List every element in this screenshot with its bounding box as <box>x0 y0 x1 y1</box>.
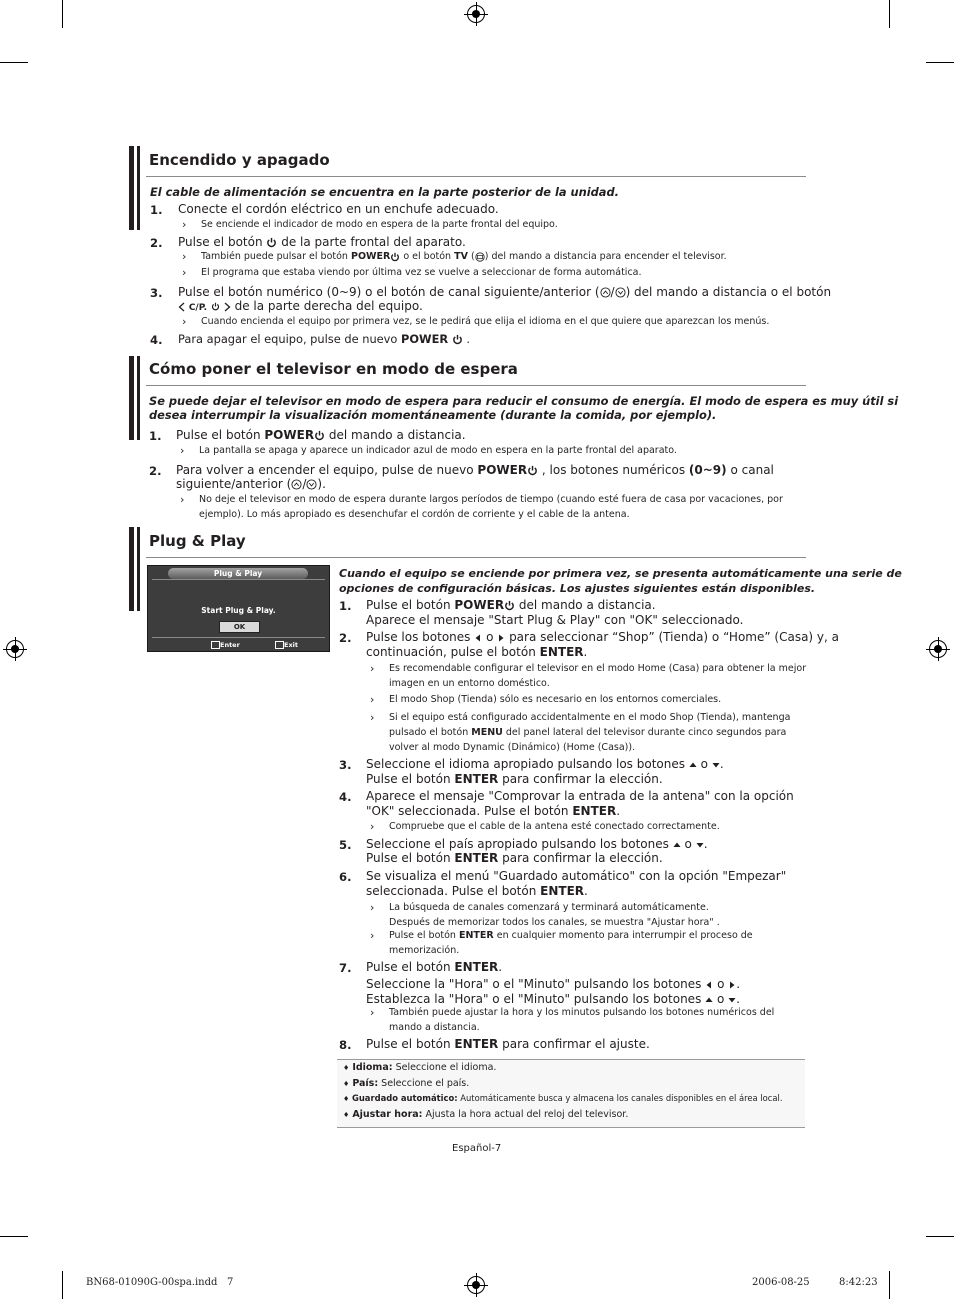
section-title-espera: Cómo poner el televisor en modo de espera <box>149 360 518 378</box>
step-text: Se visualiza el menú "Guardado automático" con la opción "Empezar" <box>366 869 787 883</box>
step-text-line: Establezca la "Hora" o el "Minuto" pulsando los botones o . <box>366 992 740 1006</box>
note-text: memorización. <box>389 945 460 956</box>
crop-mark <box>0 62 28 63</box>
note-arrow-icon: › <box>182 315 187 328</box>
note-arrow-icon: › <box>370 929 375 942</box>
page-number: Español-7 <box>452 1143 502 1154</box>
step-text: Pulse el botón de la parte frontal del aparato. <box>178 235 466 249</box>
note-text: Si el equipo está configurado accidentalmente en el modo Shop (Tienda), mantenga <box>389 712 791 723</box>
section-title-plug: Plug & Play <box>149 532 246 550</box>
note-text: No deje el televisor en modo de espera durante largos períodos de tiempo (cuando esté fuera de casa por vacaciones, por <box>199 494 783 505</box>
note-text: Pulse el botón ENTER en cualquier momento para interrumpir el proceso de <box>389 930 753 941</box>
power-icon <box>504 600 515 611</box>
footer-date: 2006-08-25 <box>752 1277 810 1288</box>
footer-file: BN68-01090G-00spa.indd 7 <box>86 1277 234 1288</box>
osd-message: Start Plug & Play. <box>201 606 276 615</box>
step-text: Para volver a encender el equipo, pulse de nuevo POWER , los botones numéricos (0~9) o canal <box>176 463 774 477</box>
note-text: La pantalla se apaga y aparece un indicador azul de modo en espera en la parte frontal del aparato. <box>199 445 677 456</box>
crop-mark <box>62 1271 63 1299</box>
step-number: 4. <box>150 333 163 347</box>
section-bar <box>129 527 134 611</box>
bullet-icon: ♦ <box>343 1064 350 1072</box>
footer-time: 8:42:23 <box>839 1277 878 1288</box>
step-text-line: siguiente/anterior ( / ). <box>176 477 326 491</box>
section-bar <box>137 527 140 611</box>
bullet-icon: ♦ <box>343 1080 350 1088</box>
arrow-down-icon <box>696 841 704 849</box>
step-number: 7. <box>339 961 352 975</box>
section-rule <box>146 385 806 386</box>
note-text: El programa que estaba viendo por última vez se vuelve a seleccionar de forma automática. <box>201 267 642 278</box>
step-number: 1. <box>150 203 163 217</box>
step-text-line: Pulse el botón ENTER para confirmar la elección. <box>366 772 663 786</box>
arrow-down-icon <box>728 996 736 1004</box>
step-number: 5. <box>339 838 352 852</box>
crop-mark <box>0 1236 28 1237</box>
section-rule <box>146 557 806 558</box>
step-number: 3. <box>339 758 352 772</box>
step-text: Pulse los botones o para seleccionar “Shop” (Tienda) o “Home” (Casa) y, a <box>366 630 839 644</box>
note-text: Es recomendable configurar el televisor en el modo Home (Casa) para obtener la mejor <box>389 663 807 674</box>
step-number: 3. <box>150 286 163 300</box>
section-intro: El cable de alimentación se encuentra en la parte posterior de la unidad. <box>150 185 619 199</box>
step-number: 4. <box>339 790 352 804</box>
section-intro: opciones de configuración básicas. Los ajustes siguientes están disponibles. <box>339 582 816 595</box>
summary-box <box>337 1059 805 1128</box>
osd-divider <box>152 637 325 638</box>
note-text: La búsqueda de canales comenzará y terminará automáticamente. <box>389 902 709 913</box>
step-text-line: continuación, pulse el botón ENTER. <box>366 645 588 659</box>
note-text: mando a distancia. <box>389 1022 480 1033</box>
registration-mark-icon <box>929 640 947 658</box>
step-text: Pulse el botón ENTER. <box>366 960 503 974</box>
power-icon <box>314 430 325 441</box>
power-icon <box>390 252 400 262</box>
note-text: ejemplo). Lo más apropiado es desenchufar el cordón de corriente y el cable de la antena. <box>199 509 630 520</box>
osd-exit-hint: Exit <box>275 641 298 649</box>
step-text: Conecte el cordón eléctrico en un enchufe adecuado. <box>178 202 499 216</box>
summary-item: ♦ País: Seleccione el país. <box>343 1078 470 1089</box>
step-text: Seleccione el país apropiado pulsando los botones o . <box>366 837 708 851</box>
channel-up-icon <box>291 479 302 490</box>
step-text: Pulse el botón numérico (0~9) o el botón de canal siguiente/anterior ( / ) del mando a distancia o el botón <box>178 285 832 299</box>
note-text: También puede pulsar el botón POWER o el botón TV ( ) del mando a distancia para encender el televisor. <box>201 251 727 262</box>
exit-icon <box>275 641 284 649</box>
power-icon <box>527 465 538 476</box>
note-text: Se enciende el indicador de modo en espera de la parte frontal del equipo. <box>201 219 558 230</box>
registration-mark-icon <box>467 1276 485 1294</box>
note-text: imagen en un entorno doméstico. <box>389 678 550 689</box>
section-rule <box>146 176 806 177</box>
crop-mark <box>926 62 954 63</box>
section-intro: Se puede dejar el televisor en modo de espera para reducir el consumo de energía. El modo de espera es muy útil si <box>149 394 899 408</box>
note-arrow-icon: › <box>370 662 375 675</box>
step-text-line: seleccionada. Pulse el botón ENTER. <box>366 884 588 898</box>
step-number: 8. <box>339 1038 352 1052</box>
step-number: 2. <box>339 631 352 645</box>
section-intro: Cuando el equipo se enciende por primera vez, se presenta automáticamente una serie de <box>339 567 902 580</box>
step-number: 1. <box>339 599 352 613</box>
note-arrow-icon: › <box>370 1006 375 1019</box>
arrow-right-icon <box>497 634 505 642</box>
note-arrow-icon: › <box>180 493 185 506</box>
crop-mark <box>889 0 890 28</box>
arrow-down-icon <box>712 761 720 769</box>
tv-button-icon <box>475 252 485 262</box>
note-arrow-icon: › <box>370 693 375 706</box>
arrow-up-icon <box>689 761 697 769</box>
arrow-up-icon <box>705 996 713 1004</box>
osd-divider <box>152 579 325 580</box>
osd-ok-button[interactable]: OK <box>219 621 260 633</box>
step-number: 1. <box>149 429 162 443</box>
note-text: volver al modo Dynamic (Dinámico) (Home (Casa)). <box>389 742 636 753</box>
power-icon <box>452 334 463 345</box>
note-text: Compruebe que el cable de la antena esté conectado correctamente. <box>389 821 720 832</box>
registration-mark-icon <box>6 640 24 658</box>
section-bar <box>137 356 140 440</box>
crop-mark <box>889 1271 890 1299</box>
note-arrow-icon: › <box>182 218 187 231</box>
osd-enter-hint: Enter <box>211 641 240 649</box>
section-intro: desea interrumpir la visualización momentáneamente (durante la comida, por ejemplo). <box>149 408 717 422</box>
chevron-right-icon <box>224 302 231 312</box>
note-arrow-icon: › <box>182 266 187 279</box>
step-text-line: "OK" seleccionada. Pulse el botón ENTER. <box>366 804 621 818</box>
enter-icon <box>211 641 220 649</box>
note-text: pulsado el botón MENU del panel lateral del televisor durante cinco segundos para <box>389 727 787 738</box>
step-text-line: Pulse el botón ENTER para confirmar la elección. <box>366 851 663 865</box>
step-number: 2. <box>150 236 163 250</box>
section-bar <box>137 146 140 230</box>
osd-title: Plug & Play <box>168 568 308 579</box>
step-text: Para apagar el equipo, pulse de nuevo POWER . <box>178 332 471 346</box>
section-title-encendido: Encendido y apagado <box>149 151 330 169</box>
summary-item: ♦ Ajustar hora: Ajusta la hora actual del reloj del televisor. <box>343 1109 629 1120</box>
note-arrow-icon: › <box>370 820 375 833</box>
step-text-line: C/P. de la parte derecha del equipo. <box>178 299 423 316</box>
note-arrow-icon: › <box>180 444 185 457</box>
note-arrow-icon: › <box>370 901 375 914</box>
note-text: Cuando encienda el equipo por primera vez, se le pedirá que elija el idioma en el que quiere que aparezcan los menús. <box>201 316 770 327</box>
note-text: Después de memorizar todos los canales, se muestra "Ajustar hora" . <box>389 917 720 928</box>
step-text-line: Seleccione la "Hora" o el "Minuto" pulsando los botones o . <box>366 977 741 991</box>
note-arrow-icon: › <box>182 250 187 263</box>
arrow-up-icon <box>673 841 681 849</box>
note-arrow-icon: › <box>370 711 375 724</box>
step-text: Aparece el mensaje "Comprovar la entrada de la antena" con la opción <box>366 789 794 803</box>
channel-up-icon <box>600 287 611 298</box>
osd-screen <box>147 565 330 652</box>
bullet-icon: ♦ <box>343 1095 350 1103</box>
bullet-icon: ♦ <box>343 1111 350 1119</box>
step-text: Pulse el botón POWER del mando a distancia. <box>366 598 656 612</box>
arrow-left-icon <box>705 981 713 989</box>
crop-mark <box>926 1236 954 1237</box>
step-number: 6. <box>339 870 352 884</box>
channel-down-icon <box>615 287 626 298</box>
step-number: 2. <box>149 464 162 478</box>
power-icon <box>211 302 220 311</box>
step-text: Seleccione el idioma apropiado pulsando los botones o . <box>366 757 724 771</box>
note-text: También puede ajustar la hora y los minutos pulsando los botones numéricos del <box>389 1007 775 1018</box>
power-icon <box>266 237 277 248</box>
step-text: Pulse el botón ENTER para confirmar el ajuste. <box>366 1037 650 1051</box>
registration-mark-icon <box>467 5 485 23</box>
note-text: El modo Shop (Tienda) sólo es necesario en los entornos comerciales. <box>389 694 722 705</box>
arrow-left-icon <box>474 634 482 642</box>
section-bar <box>129 146 134 230</box>
crop-mark <box>62 0 63 28</box>
channel-down-icon <box>306 479 317 490</box>
step-text: Pulse el botón POWER del mando a distancia. <box>176 428 466 442</box>
step-text-line: Aparece el mensaje "Start Plug & Play" con "OK" seleccionado. <box>366 613 744 627</box>
summary-item: ♦ Idioma: Seleccione el idioma. <box>343 1062 497 1073</box>
section-bar <box>129 356 134 440</box>
chevron-left-icon <box>178 302 185 312</box>
summary-item: ♦ Guardado automático: Automáticamente busca y almacena los canales disponibles en el área local. <box>343 1093 783 1103</box>
